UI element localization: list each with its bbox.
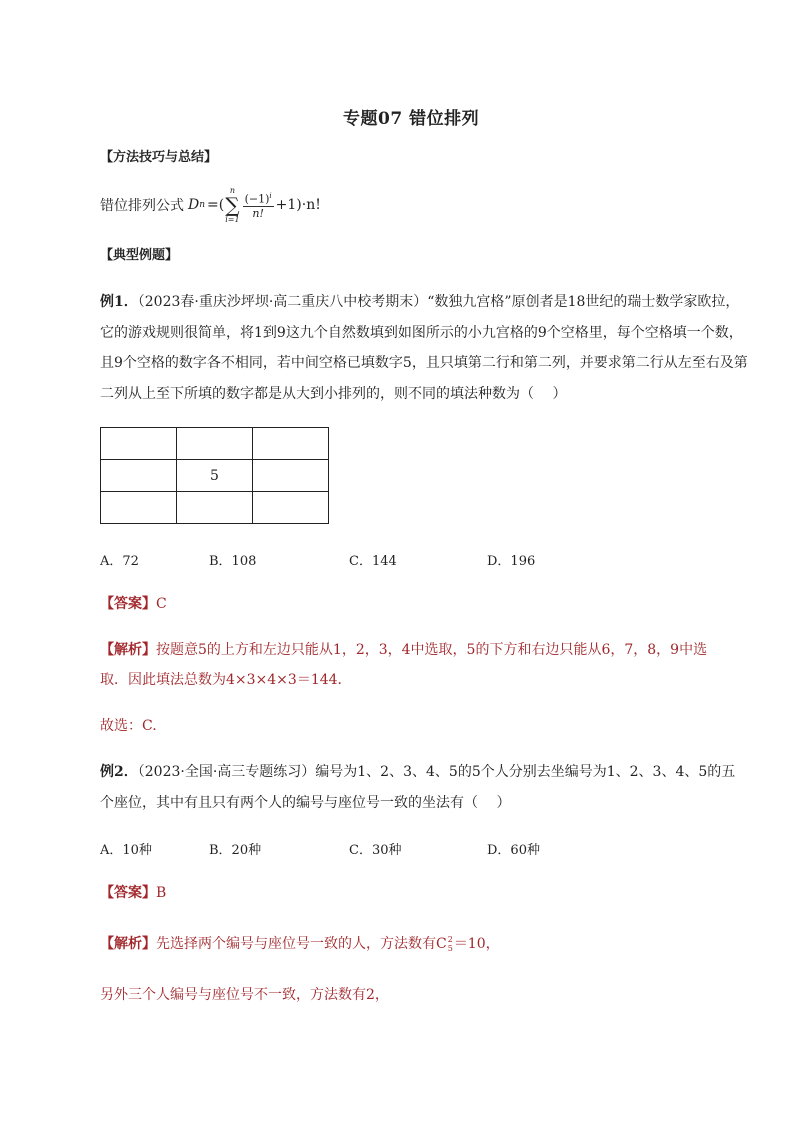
example1-line-4: 二列从上至下所填的数字都是从大到小排列的，则不同的填法种数为（ ） — [100, 386, 567, 402]
formula-lhs-sub: n — [199, 200, 206, 210]
grid-cell — [101, 428, 177, 460]
fraction-denominator: n! — [252, 207, 264, 221]
example1-analysis-line-1 — [100, 640, 707, 660]
section-heading-method: 【方法技巧与总结】 — [100, 150, 218, 165]
formula-eq: =( — [207, 197, 225, 213]
grid-cell — [177, 492, 253, 524]
example1-option-a: A．72 — [100, 554, 139, 569]
grid-cell — [253, 460, 329, 492]
formula-lhs: D — [188, 197, 200, 213]
grid-cell — [253, 428, 329, 460]
grid-row — [101, 460, 329, 492]
answer-label: 【答案】 — [100, 885, 156, 901]
answer-value: C — [156, 596, 167, 612]
example2-option-a: A．10种 — [100, 843, 152, 858]
analysis-text-1: 按题意5的上方和左边只能从1，2，3，4中选取，5的下方和右边只能从6，7，8，9中选 — [156, 642, 708, 658]
numerator-exponent: i — [269, 191, 272, 200]
example2-text-1: （2023·全国·高三专题练习）编号为1、2、3、4、5的5个人分别去坐编号为1、2、3、4、5的五 — [137, 764, 736, 780]
comb-sup: 2 — [447, 935, 453, 944]
analysis-label: 【解析】 — [100, 936, 156, 952]
answer-value: B — [156, 885, 167, 901]
example1-option-c: C．144 — [349, 554, 397, 569]
sudoku-grid — [100, 427, 329, 524]
answer-label: 【答案】 — [100, 596, 156, 612]
example2-line-2: 个座位，其中有且只有两个人的编号与座位号一致的坐法有（ ） — [100, 795, 511, 811]
example2-option-b: B．20种 — [209, 843, 262, 858]
grid-cell — [177, 428, 253, 460]
sum-symbol: n ∑ i=1 — [225, 186, 240, 224]
grid-cell — [101, 460, 177, 492]
grid-row — [101, 492, 329, 524]
sum-lower: i=1 — [225, 215, 240, 224]
example1-line-2: 它的游戏规则很简单，将1到9这九个自然数填到如图所示的小九宫格的9个空格里，每个空格填一个数， — [100, 325, 743, 341]
comb-sub: 5 — [447, 944, 453, 953]
formula-label: 错位排列公式 — [100, 198, 184, 214]
grid-row — [101, 428, 329, 460]
analysis-text-1: 先选择两个编号与座位号一致的人，方法数有C — [156, 936, 447, 952]
example2-line-1 — [100, 762, 735, 782]
example1-line-3: 且9个空格的数字各不相同，若中间空格已填数字5，且只填第二行和第二列，并要求第二行从左至右及第 — [100, 355, 748, 371]
example1-label: 例1． — [100, 294, 138, 310]
grid-cell — [253, 492, 329, 524]
formula-line — [100, 186, 321, 224]
example1-conclusion: 故选：C. — [100, 718, 157, 734]
example2-option-d: D．60种 — [487, 843, 540, 858]
page-title: 专题07 错位排列 — [343, 109, 480, 129]
example1-analysis-line-2: 取．因此填法总数为4×3×4×3＝144． — [100, 672, 352, 688]
example1-option-b: B．108 — [209, 554, 257, 569]
example1-answer — [100, 594, 167, 614]
formula-tail: +1)·n! — [275, 197, 321, 213]
example1-option-d: D．196 — [487, 554, 536, 569]
example1-line-1 — [100, 292, 739, 312]
example2-analysis-line-1 — [100, 934, 500, 954]
grid-cell-center: 5 — [177, 460, 253, 492]
example1-text-1: （2023春·重庆沙坪坝·高二重庆八中校考期末）“数独九宫格”原创者是18世纪的瑞士数学家欧拉， — [137, 294, 740, 310]
section-heading-examples: 【典型例题】 — [100, 248, 179, 263]
fraction-numerator: (−1) — [244, 192, 270, 206]
sum-upper: n — [229, 186, 235, 195]
comb-tail: ＝10， — [453, 936, 500, 952]
example2-analysis-line-2: 另外三个人编号与座位号不一致，方法数有2， — [100, 987, 389, 1003]
analysis-label: 【解析】 — [100, 642, 156, 658]
example2-label: 例2． — [100, 764, 138, 780]
grid-cell — [101, 492, 177, 524]
example2-option-c: C．30种 — [349, 843, 402, 858]
example2-answer — [100, 883, 166, 903]
formula-fraction — [243, 189, 274, 222]
combination-indices — [448, 935, 453, 953]
